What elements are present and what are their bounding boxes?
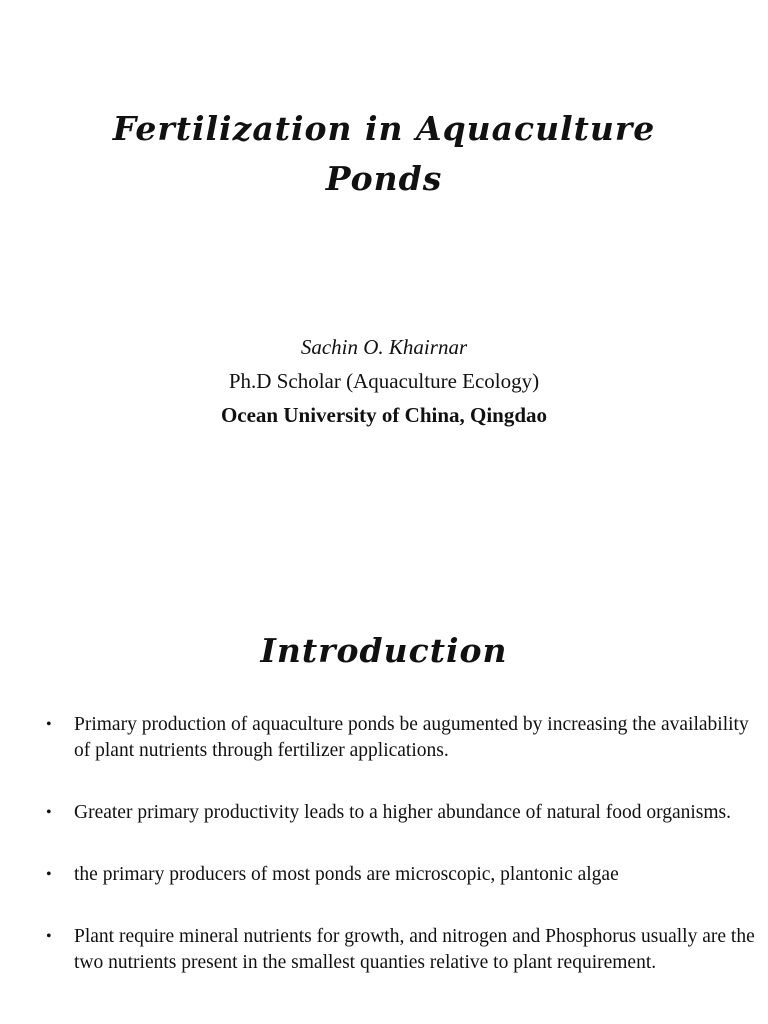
bullet-text: Primary production of aquaculture ponds be augumented by increasing the availability of plant nutrients through fertilizer applications. — [74, 714, 749, 761]
bullet-icon: • — [46, 804, 52, 821]
bullet-icon: • — [46, 716, 52, 733]
list-item — [46, 712, 758, 764]
author-affiliation: Ocean University of China, Qingdao — [220, 403, 548, 427]
list-item — [46, 800, 758, 826]
document-title-line-1: Fertilization in Aquaculture — [112, 109, 656, 148]
bullet-text: the primary producers of most ponds are microscopic, plantonic algae — [74, 864, 619, 885]
list-item — [46, 924, 758, 976]
bullet-icon: • — [46, 928, 52, 945]
bullet-icon: • — [46, 866, 52, 883]
document-title-line-2: Ponds — [325, 159, 443, 198]
document-title — [0, 104, 768, 204]
section-heading: Introduction — [260, 631, 508, 670]
author-name: Sachin O. Khairnar — [300, 335, 468, 359]
author-role: Ph.D Scholar (Aquaculture Ecology) — [228, 369, 540, 393]
bullet-text: Greater primary productivity leads to a higher abundance of natural food organisms. — [74, 802, 732, 823]
bullet-text: Plant require mineral nutrients for growth, and nitrogen and Phosphorus usually are the two nutrients present in the smallest quanties relative to plant requirement. — [74, 926, 755, 973]
list-item — [46, 862, 758, 888]
bullet-list — [46, 712, 758, 1012]
introduction-slide — [0, 560, 768, 1024]
author-block — [0, 330, 768, 432]
